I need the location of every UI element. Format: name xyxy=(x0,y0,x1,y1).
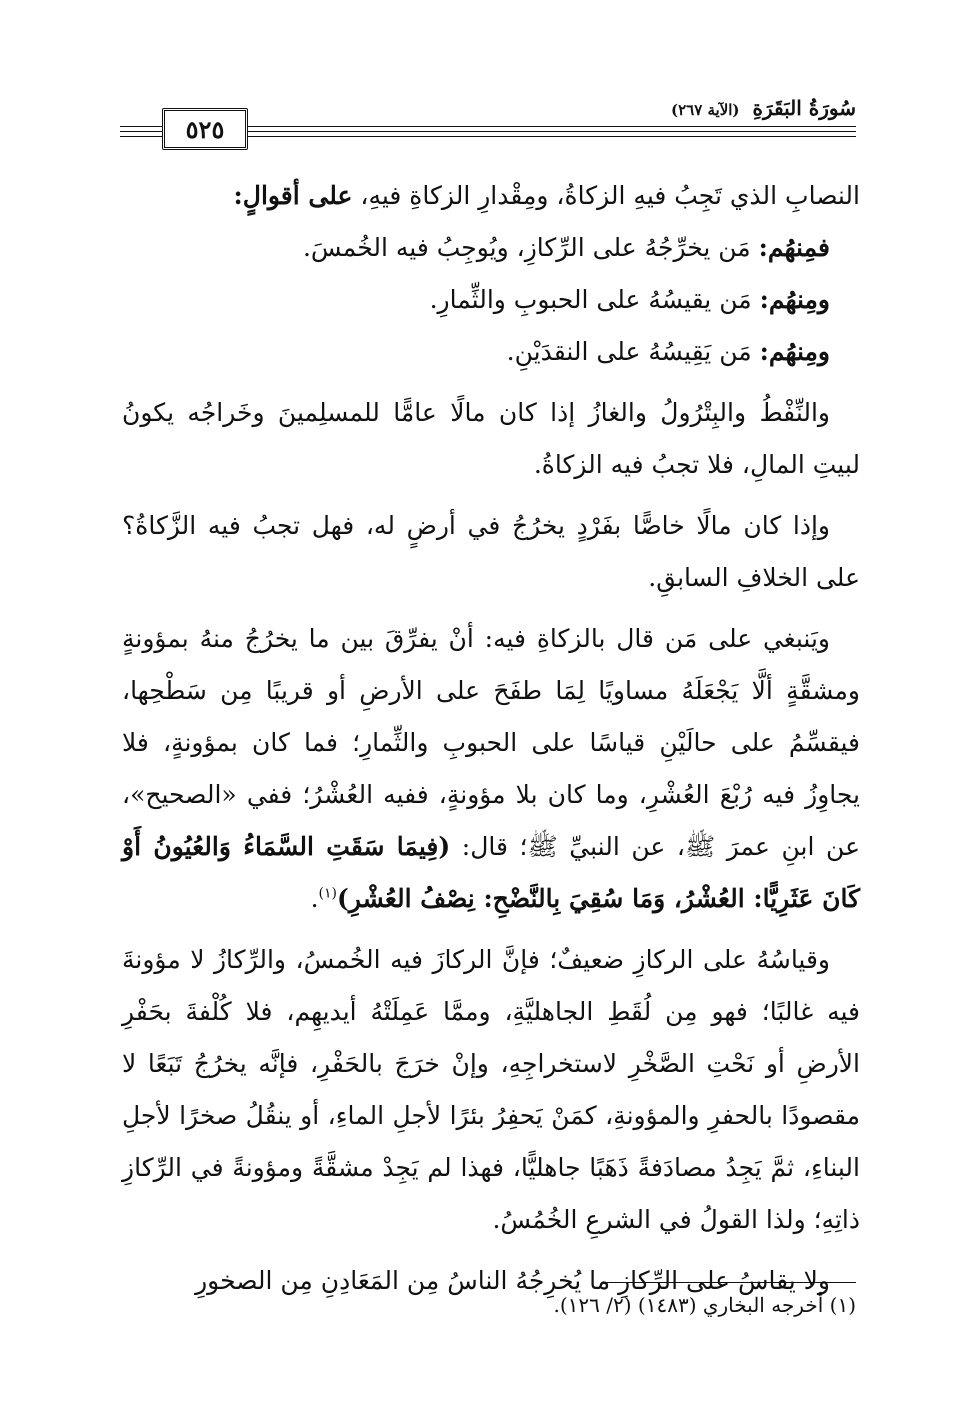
paragraph: ولا يقاسُ على الرِّكازِ ما يُخرِجُهُ الناسُ مِن المَعَادِنِ مِن الصخورِ xyxy=(195,1266,830,1295)
list-item xyxy=(122,326,860,378)
footnote-divider xyxy=(604,1282,856,1283)
paragraph: والنِّفْطُ والبِتْرُولُ والغازُ إذا كان مالًا عامًّا للمسلِمينَ وخَراجُه يكونُ لبيتِ المالِ، فلا تجبُ فيه الزكاةُ. xyxy=(122,398,860,479)
surah-title: سُورَةُ البَقَرَةِ xyxy=(752,96,856,120)
intro-bold: على أقوالٍ: xyxy=(233,181,353,210)
running-header xyxy=(671,96,856,120)
page-number: ٥٢٥ xyxy=(185,114,225,144)
page-number-box xyxy=(162,108,248,150)
paragraph-with-hadith: ويَنبغي على مَن قال بالزكاةِ فيه: أنْ يفرِّقَ بين ما يخرُجُ منهُ بمؤونةٍ ومشقَّةٍ ألَّا يَجْعَلَهُ مساويًا لِمَا طفَحَ على الأرضِ أو قريبًا مِن سَطْحِها، فيقسِّمُ على حالَيْنِ قياسًا على الحبوبِ والثِّمارِ؛ فما كان بمؤونةٍ، فلا يجاوِزُ فيه رُبْعَ العُشْرِ، وما كان بلا مؤونةٍ، ففيه العُشْرُ؛ ففي «الصحيح»، عن ابنِ عمرَ ﷺ، عن النبيِّ ﷺ؛ قال: (فِيمَا سَقَتِ السَّمَاءُ وَالعُيُونُ أَوْ كَانَ عَثَرِيًّا: العُشْرُ، وَمَا سُقِيَ بِالنَّضْحِ: نِصْفُ العُشْرِ)$^{(١)}$. xyxy=(122,624,861,913)
item-lead: ومِنهُم: xyxy=(759,337,830,366)
paragraph: وقياسُهُ على الركازِ ضعيفٌ؛ فإنَّ الركازَ فيه الخُمسُ، والرِّكازُ لا مؤونةَ فيه غالبًا؛ فهو مِن لُقَطِ الجاهليَّةِ، وممَّا عَمِلَتْهُ أيديهِم، فلا كُلْفةَ بحَفْرِ الأرضِ أو نَحْتِ الصَّخْرِ لاستخراجِهِ، وإنْ خرَجَ بالحَفْرِ، فإنَّه يخرُجُ تَبَعًا لا مقصودًا بالحفرِ والمؤونةِ، كمَنْ يَحفِرُ بئرًا لأجلِ الماءِ، أو ينقُلُ صخرًا لأجلِ البناءِ، ثمَّ يَجِدُ مصادَفةً ذَهَبًا جاهليًّا، فهذا لم يَجِدْ مشقَّةً ومؤونةً في الرِّكازِ ذاتِهِ؛ ولذا القولُ في الشرعِ الخُمُسُ. xyxy=(122,945,860,1234)
list-item xyxy=(122,274,860,326)
list-item xyxy=(122,222,860,274)
item-text: مَن يَقِيسُهُ على النقدَيْنِ. xyxy=(506,337,752,366)
footnote-ref: (١) xyxy=(318,885,337,902)
main-text xyxy=(122,170,860,1307)
footnote: (١) أخرجه البخاري (١٤٨٣) (٢/ ١٢٦). xyxy=(553,1293,856,1317)
item-lead: ومِنهُم: xyxy=(759,285,830,314)
paragraph-intro xyxy=(122,170,860,222)
paragraph-text: ويَنبغي على مَن قال بالزكاةِ فيه: أنْ يفرِّقَ بين ما يخرُجُ منهُ بمؤونةٍ ومشقَّةٍ ألَّا يَجْعَلَهُ مساويًا لِمَا طفَحَ على الأرضِ أو قريبًا مِن سَطْحِها، فيقسِّمُ على حالَيْنِ قياسًا على الحبوبِ والثِّمارِ؛ فما كان بمؤونةٍ، فلا يجاوِزُ فيه رُبْعَ العُشْرِ، وما كان بلا مؤونةٍ، ففيه العُشْرُ؛ ففي «الصحيح»، عن ابنِ عمرَ ﷺ، عن النبيِّ ﷺ؛ قال: xyxy=(122,624,861,861)
item-text: مَن يقيسُهُ على الحبوبِ والثِّمارِ. xyxy=(429,285,752,314)
intro-text: النصابِ الذي تَجِبُ فيهِ الزكاةُ، ومِقْدارِ الزكاةِ فيهِ، xyxy=(360,181,860,210)
paragraph: وإذا كان مالًا خاصًّا بفَرْدٍ يخرُجُ في أرضٍ له، فهل تجبُ فيه الزَّكاةُ؟ على الخلافِ السابقِ. xyxy=(122,511,860,592)
item-text: مَن يخرِّجُهُ على الرِّكازِ، ويُوجِبُ فيه الخُمسَ. xyxy=(302,233,751,262)
item-lead: فمِنهُم: xyxy=(758,233,830,262)
hadith-quote: (فِيمَا سَقَتِ السَّمَاءُ وَالعُيُونُ أَوْ كَانَ عَثَرِيًّا: العُشْرُ، وَمَا سُقِيَ بِالنَّضْحِ: نِصْفُ العُشْرِ) xyxy=(122,832,860,913)
ayah-label: (الآية ٢٦٧) xyxy=(670,101,740,119)
